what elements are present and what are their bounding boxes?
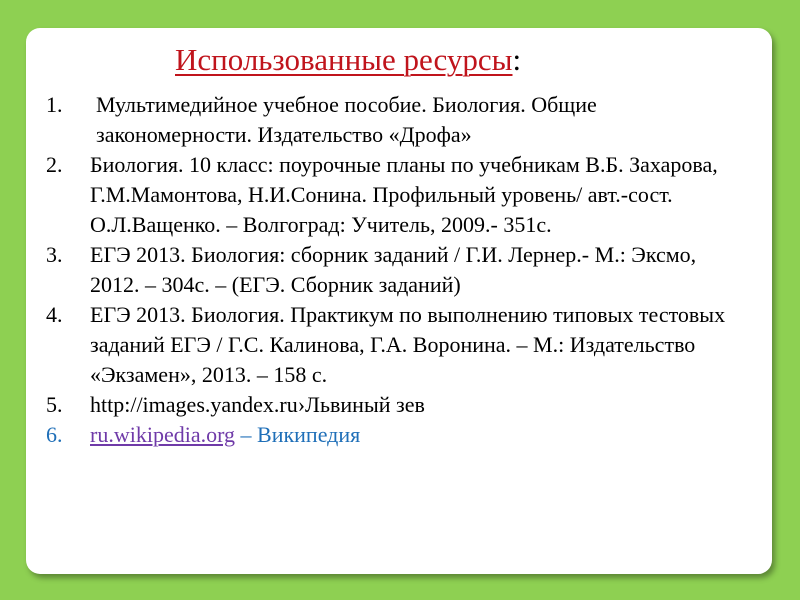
item-number: 5.	[46, 392, 63, 417]
item-number: 2.	[46, 152, 63, 177]
item-text: http://images.yandex.ru›Львиный зев	[90, 392, 425, 417]
item-text: Биология. 10 класс: поурочные планы по учебникам В.Б. Захарова, Г.М.Мамонтова, Н.И.Сонина. Профильный уровень/ авт.-сост. О.Л.Ващенко. – Волгоград: Учитель, 2009.- 351с.	[90, 152, 718, 237]
title-text: Использованные ресурсы	[175, 42, 513, 77]
item-number: 4.	[46, 302, 63, 327]
list-item	[0, 240, 750, 300]
wikipedia-label: – Википедия	[235, 422, 361, 447]
list-item	[0, 300, 750, 390]
item-number: 1.	[46, 92, 63, 117]
item-number: 3.	[46, 242, 63, 267]
item-text: ЕГЭ 2013. Биология. Практикум по выполнению типовых тестовых заданий ЕГЭ / Г.С. Калинова, Г.А. Воронина. – М.: Издательство «Экзамен», 2013. – 158 с.	[90, 302, 726, 387]
item-text: Мультимедийное учебное пособие. Биология. Общие закономерности. Издательство «Дрофа»	[96, 92, 597, 147]
item-text	[90, 420, 750, 450]
item-number: 6.	[46, 422, 63, 447]
wikipedia-link[interactable]: ru.wikipedia.org	[90, 422, 236, 447]
list-item	[0, 90, 750, 150]
resource-list	[0, 90, 750, 450]
title-colon: :	[512, 42, 522, 77]
list-item	[0, 420, 750, 450]
item-text: ЕГЭ 2013. Биология: сборник заданий / Г.И. Лернер.- М.: Эксмо, 2012. – 304с. – (ЕГЭ. Сборник заданий)	[90, 242, 697, 297]
slide-title	[175, 42, 521, 78]
list-item	[0, 150, 750, 240]
list-item	[0, 390, 750, 420]
